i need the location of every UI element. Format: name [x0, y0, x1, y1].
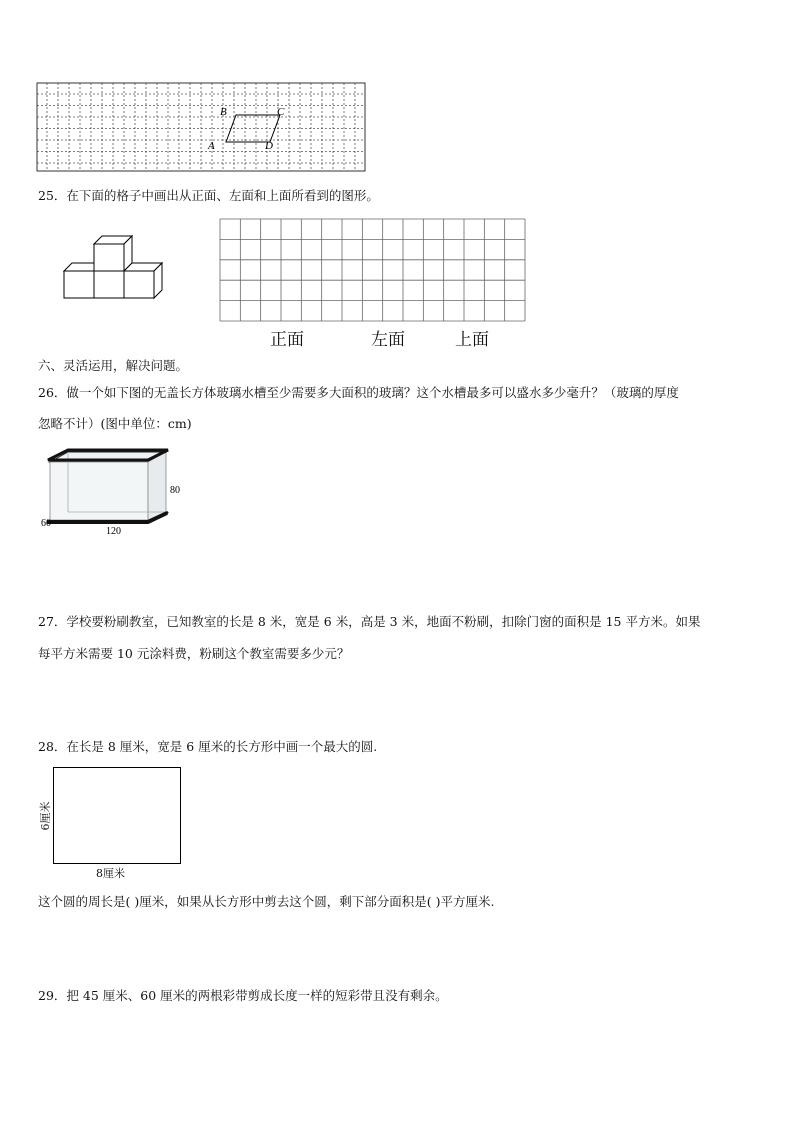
- question-26-line-2: 忽略不计）(图中单位：cm): [38, 416, 192, 431]
- drawing-grid: [219, 218, 526, 322]
- glass-tank-figure: [36, 448, 196, 540]
- point-a-label: A: [208, 140, 215, 152]
- rectangle-width-label: 8厘米: [96, 867, 125, 880]
- tank-height-label: 80: [170, 485, 180, 496]
- top-view-label: 上面: [455, 330, 489, 350]
- point-b-label: B: [220, 106, 227, 118]
- front-view-label: 正面: [270, 330, 304, 350]
- question-27-line-2: 每平方米需要 10 元涂料费，粉刷这个教室需要多少元？: [38, 646, 350, 661]
- question-25-text: 25．在下面的格子中画出从正面、左面和上面所看到的图形。: [38, 188, 379, 203]
- question-28-answer-line: 这个圆的周长是( )厘米，如果从长方形中剪去这个圆，剩下部分面积是( )平方厘米.: [38, 894, 495, 909]
- question-28-text: 28．在长是 8 厘米，宽是 6 厘米的长方形中画一个最大的圆.: [38, 739, 378, 754]
- tank-width-label: 60: [41, 518, 51, 529]
- parallelogram-grid-figure: [36, 82, 368, 174]
- left-view-label: 左面: [371, 330, 405, 350]
- rectangle-height-label: 6厘米: [39, 801, 52, 831]
- tank-length-label: 120: [106, 526, 121, 537]
- rectangle-8x6: [53, 767, 181, 864]
- question-29-text: 29．把 45 厘米、60 厘米的两根彩带剪成长度一样的短彩带且没有剩余。: [38, 988, 448, 1003]
- cube-stack-figure: [60, 230, 170, 302]
- question-27-line-1: 27．学校要粉刷教室，已知教室的长是 8 米，宽是 6 米，高是 3 米，地面不粉刷，扣除门窗的面积是 15 平方米。如果: [38, 614, 701, 629]
- section-6-heading: 六、灵活运用，解决问题。: [38, 358, 189, 373]
- point-d-label: D: [265, 140, 273, 152]
- question-26-line-1: 26．做一个如下图的无盖长方体玻璃水槽至少需要多大面积的玻璃？这个水槽最多可以盛水多少毫升？（玻璃的厚度: [38, 385, 679, 400]
- point-c-label: C: [277, 106, 285, 118]
